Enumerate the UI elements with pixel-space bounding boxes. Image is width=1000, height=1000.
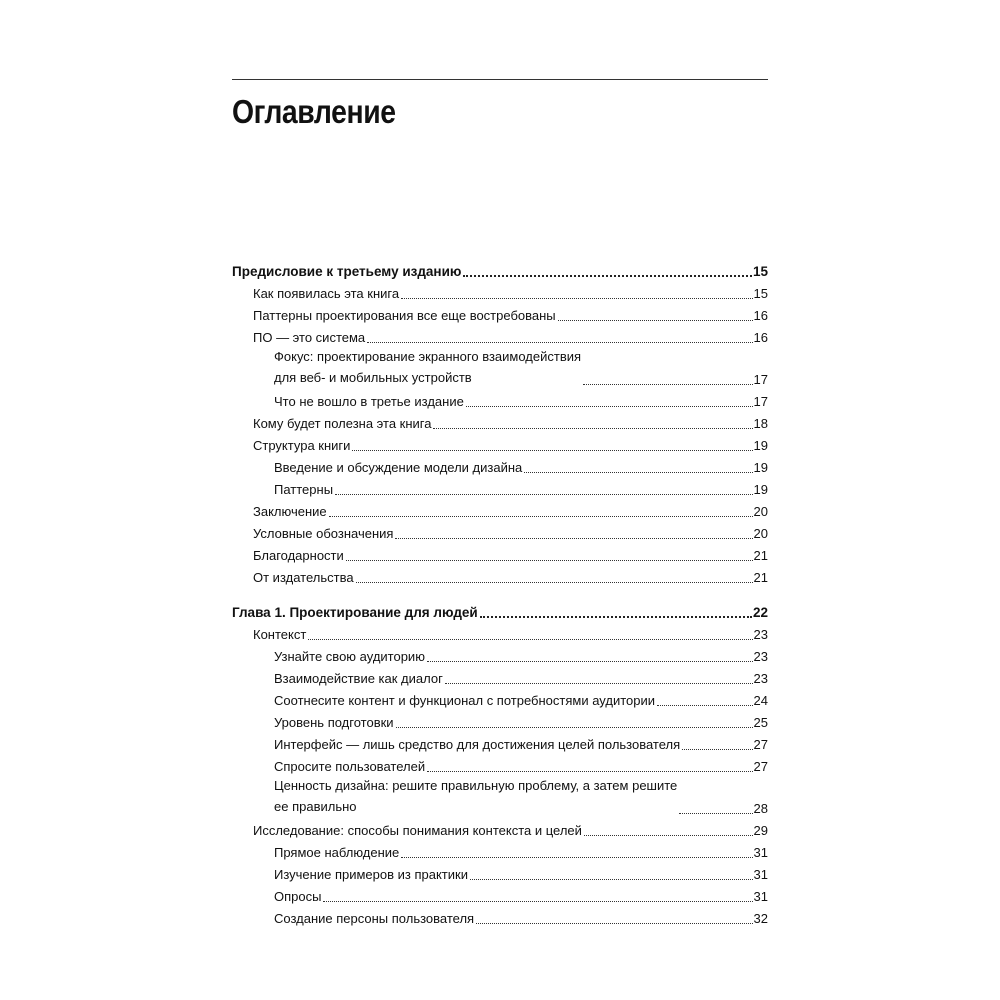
toc-entry[interactable] [232, 646, 768, 668]
dot-leader [558, 320, 753, 321]
dot-leader [308, 639, 752, 640]
toc-entry[interactable] [232, 886, 768, 908]
toc-entry-label-line1: Фокус: проектирование экранного взаимодействия [274, 349, 582, 364]
toc-entry-label: Благодарности [253, 548, 344, 563]
toc-entry[interactable] [232, 778, 768, 820]
toc-entry-label: ПО — это система [253, 330, 366, 345]
dot-leader [682, 749, 752, 750]
toc-entry[interactable] [232, 864, 768, 886]
toc-entry-label: Глава 1. Проектирование для людей [232, 605, 478, 620]
dot-leader [476, 923, 752, 924]
toc-entry[interactable] [232, 435, 768, 457]
toc-entry[interactable] [232, 349, 768, 391]
toc-entry-label: Прямое наблюдение [274, 845, 400, 860]
toc-entry[interactable] [232, 908, 768, 930]
toc-entry-label: Соотнесите контент и функционал с потребностями аудитории [274, 693, 656, 708]
toc-page-number: 31 [753, 845, 768, 860]
toc-entry[interactable] [232, 457, 768, 479]
toc-entry-label: Узнайте свою аудиторию [274, 649, 425, 664]
toc-entry-label: Кому будет полезна эта книга [253, 416, 432, 431]
toc-entry-label: Контекст [253, 627, 307, 642]
toc-entry-label: Опросы [274, 889, 322, 904]
dot-leader [401, 298, 752, 299]
toc-entry[interactable] [232, 523, 768, 545]
toc-page-number: 22 [752, 605, 768, 620]
toc-entry[interactable] [232, 261, 768, 283]
toc-page-number: 27 [753, 737, 768, 752]
toc-entry[interactable] [232, 479, 768, 501]
toc-entry-label: Исследование: способы понимания контекста и целей [253, 823, 582, 838]
toc-entry[interactable] [232, 413, 768, 435]
dot-leader [396, 727, 753, 728]
toc-entry-label: Спросите пользователей [274, 759, 426, 774]
toc-page-number: 32 [753, 911, 768, 926]
toc-page-number: 31 [753, 867, 768, 882]
toc-entry[interactable] [232, 567, 768, 589]
toc-page-number: 23 [753, 627, 768, 642]
dot-leader [323, 901, 752, 902]
toc-page-number: 23 [753, 671, 768, 686]
toc-entry-label: Создание персоны пользователя [274, 911, 475, 926]
toc-entry-label-line2: для веб- и мобильных устройств [274, 370, 472, 385]
toc-page-number: 21 [753, 548, 768, 563]
dot-leader [583, 384, 752, 385]
toc-page-number: 19 [753, 482, 768, 497]
toc-page-number: 16 [753, 308, 768, 323]
toc-page-number: 31 [753, 889, 768, 904]
toc-entry[interactable] [232, 545, 768, 567]
toc-entry[interactable] [232, 391, 768, 413]
toc-page-number: 18 [753, 416, 768, 431]
toc-page-number: 20 [753, 504, 768, 519]
dot-leader [470, 879, 753, 880]
section-gap [232, 589, 768, 602]
toc-page-number: 16 [753, 330, 768, 345]
dot-leader [466, 406, 753, 407]
toc-entry[interactable] [232, 842, 768, 864]
toc-entry-label: Паттерны проектирования все еще востребованы [253, 308, 556, 323]
book-page [232, 79, 768, 926]
toc-entry[interactable] [232, 734, 768, 756]
toc-entry[interactable] [232, 305, 768, 327]
toc-page-number: 17 [753, 394, 768, 409]
toc-entry-label: Как появилась эта книга [253, 286, 400, 301]
toc-entry[interactable] [232, 712, 768, 734]
toc-page-number: 17 [753, 372, 768, 387]
toc-page-number: 29 [753, 823, 768, 838]
toc-entry-label: Заключение [253, 504, 327, 519]
toc-entry[interactable] [232, 820, 768, 842]
toc-entry-label [274, 346, 582, 388]
toc-entry[interactable] [232, 668, 768, 690]
dot-leader [427, 661, 753, 662]
dot-leader [524, 472, 752, 473]
toc-page-number: 27 [753, 759, 768, 774]
dot-leader [346, 560, 753, 561]
toc-entry[interactable] [232, 501, 768, 523]
dot-leader [445, 683, 753, 684]
dot-leader [657, 705, 753, 706]
toc-entry[interactable] [232, 690, 768, 712]
dot-leader [401, 857, 752, 858]
dot-leader [584, 835, 753, 836]
toc-entry-label: Введение и обсуждение модели дизайна [274, 460, 523, 475]
dot-leader [395, 538, 752, 539]
toc-entry[interactable] [232, 283, 768, 305]
dot-leader [427, 771, 752, 772]
toc-entry-label: Паттерны [274, 482, 334, 497]
toc-entry-label: Условные обозначения [253, 526, 394, 541]
toc-page-number: 20 [753, 526, 768, 541]
toc-entry-label: Взаимодействие как диалог [274, 671, 443, 686]
dot-leader [329, 516, 753, 517]
toc-page-number: 23 [753, 649, 768, 664]
toc-entry-label-line2: ее правильно [274, 799, 357, 814]
toc-entry[interactable] [232, 602, 768, 624]
toc-page-number: 19 [753, 438, 768, 453]
toc-entry[interactable] [232, 624, 768, 646]
toc-entry-label-line1: Ценность дизайна: решите правильную проблему, а затем решите [274, 778, 678, 793]
toc-page-number: 28 [753, 801, 768, 816]
dot-leader [480, 616, 752, 618]
toc-entry-label: Предисловие к третьему изданию [232, 264, 462, 279]
table-of-contents [232, 261, 768, 930]
top-rule [232, 79, 768, 80]
dot-leader [367, 342, 752, 343]
toc-entry-label: Что не вошло в третье издание [274, 394, 464, 409]
dot-leader [679, 813, 752, 814]
toc-entry-label [274, 775, 678, 817]
toc-page-number: 19 [753, 460, 768, 475]
toc-entry-label: От издательства [253, 570, 354, 585]
page-title: Оглавление [232, 93, 396, 130]
toc-page-number: 15 [752, 264, 768, 279]
dot-leader [433, 428, 752, 429]
dot-leader [356, 582, 753, 583]
dot-leader [335, 494, 752, 495]
toc-entry-label: Изучение примеров из практики [274, 867, 468, 882]
toc-entry-label: Структура книги [253, 438, 351, 453]
toc-page-number: 21 [753, 570, 768, 585]
toc-page-number: 15 [753, 286, 768, 301]
toc-entry-label: Интерфейс — лишь средство для достижения целей пользователя [274, 737, 681, 752]
dot-leader [352, 450, 752, 451]
toc-page-number: 25 [753, 715, 768, 730]
toc-entry-label: Уровень подготовки [274, 715, 394, 730]
dot-leader [463, 275, 752, 277]
toc-page-number: 24 [753, 693, 768, 708]
